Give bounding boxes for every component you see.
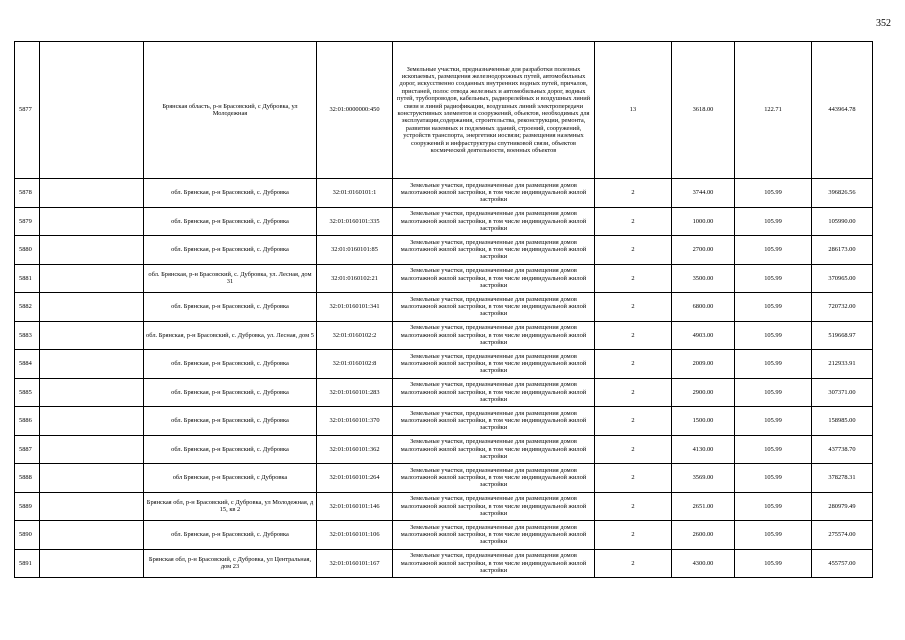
row-number: 5880 (15, 236, 40, 265)
cadastral-value-cell: 437738.70 (812, 435, 873, 464)
area-cell: 4300.00 (672, 549, 735, 578)
table-row (15, 264, 873, 293)
row-number: 5887 (15, 435, 40, 464)
row-number: 5877 (15, 42, 40, 179)
land-use-cell: Земельные участки, предназначенные для размещения домов малоэтажной жилой застройки, в том числе индивидуальной жилой застройки (393, 321, 595, 350)
group-cell: 2 (595, 492, 672, 521)
row-number: 5882 (15, 293, 40, 322)
table-row (15, 521, 873, 550)
blank-cell (40, 464, 144, 493)
row-number: 5879 (15, 207, 40, 236)
row-number: 5890 (15, 521, 40, 550)
cadastral-value-cell: 307371.00 (812, 378, 873, 407)
group-cell: 2 (595, 435, 672, 464)
area-cell: 2700.00 (672, 236, 735, 265)
rate-cell: 105.99 (735, 179, 812, 208)
land-use-cell: Земельные участки, предназначенные для размещения домов малоэтажной жилой застройки, в том числе индивидуальной жилой застройки (393, 492, 595, 521)
land-use-cell: Земельные участки, предназначенные для размещения домов малоэтажной жилой застройки, в том числе индивидуальной жилой застройки (393, 464, 595, 493)
cadastral-value-cell: 370965.00 (812, 264, 873, 293)
address-cell: обл. Брянская, р-н Брасовский, с. Дубровка (144, 179, 317, 208)
table-body (15, 42, 873, 578)
group-cell: 2 (595, 236, 672, 265)
cadastral-number-cell: 32:01:0160101:335 (317, 207, 393, 236)
area-cell: 3744.00 (672, 179, 735, 208)
cadastral-number-cell: 32:01:0160101:1 (317, 179, 393, 208)
table-row (15, 435, 873, 464)
rate-cell: 105.99 (735, 435, 812, 464)
cadastral-value-cell: 396826.56 (812, 179, 873, 208)
address-cell: обл. Брянская, р-н Брасовский, с. Дубровка, ул. Лесная, дом 31 (144, 264, 317, 293)
area-cell: 1000.00 (672, 207, 735, 236)
row-number: 5878 (15, 179, 40, 208)
table-row (15, 549, 873, 578)
rate-cell: 105.99 (735, 350, 812, 379)
area-cell: 6800.00 (672, 293, 735, 322)
address-cell: обл. Брянская, р-н Брасовский, с. Дубровка, ул. Лесная, дом 5 (144, 321, 317, 350)
table-row (15, 407, 873, 436)
group-cell: 2 (595, 378, 672, 407)
cadastral-number-cell: 32:01:0160102:21 (317, 264, 393, 293)
cadastral-value-cell: 105990.00 (812, 207, 873, 236)
land-use-cell: Земельные участки, предназначенные для размещения домов малоэтажной жилой застройки, в том числе индивидуальной жилой застройки (393, 350, 595, 379)
group-cell: 2 (595, 350, 672, 379)
land-use-cell: Земельные участки, предназначенные для размещения домов малоэтажной жилой застройки, в том числе индивидуальной жилой застройки (393, 207, 595, 236)
address-cell: Брянская обл, р-н Брасовский, с Дубровка, ул Центральная, дом 23 (144, 549, 317, 578)
rate-cell: 105.99 (735, 521, 812, 550)
cadastral-number-cell: 32:01:0160102:8 (317, 350, 393, 379)
table-row (15, 492, 873, 521)
cadastral-number-cell: 32:01:0160102:2 (317, 321, 393, 350)
area-cell: 4903.00 (672, 321, 735, 350)
page-number: 352 (876, 18, 891, 29)
land-use-cell: Земельные участки, предназначенные для размещения домов малоэтажной жилой застройки, в том числе индивидуальной жилой застройки (393, 236, 595, 265)
cadastral-number-cell: 32:01:0160101:146 (317, 492, 393, 521)
rate-cell: 105.99 (735, 378, 812, 407)
area-cell: 2600.00 (672, 521, 735, 550)
blank-cell (40, 236, 144, 265)
land-use-cell: Земельные участки, предназначенные для размещения домов малоэтажной жилой застройки, в том числе индивидуальной жилой застройки (393, 293, 595, 322)
row-number: 5888 (15, 464, 40, 493)
area-cell: 2651.00 (672, 492, 735, 521)
cadastral-number-cell: 32:01:0160101:283 (317, 378, 393, 407)
group-cell: 2 (595, 293, 672, 322)
blank-cell (40, 407, 144, 436)
land-use-cell: Земельные участки, предназначенные для размещения домов малоэтажной жилой застройки, в том числе индивидуальной жилой застройки (393, 378, 595, 407)
cadastral-number-cell: 32:01:0160101:167 (317, 549, 393, 578)
cadastral-value-cell: 455757.00 (812, 549, 873, 578)
land-use-cell: Земельные участки, предназначенные для размещения домов малоэтажной жилой застройки, в том числе индивидуальной жилой застройки (393, 407, 595, 436)
rate-cell: 105.99 (735, 407, 812, 436)
table-row (15, 350, 873, 379)
table-row (15, 378, 873, 407)
group-cell: 2 (595, 207, 672, 236)
rate-cell: 105.99 (735, 207, 812, 236)
blank-cell (40, 378, 144, 407)
group-cell: 2 (595, 264, 672, 293)
table-row (15, 236, 873, 265)
row-number: 5883 (15, 321, 40, 350)
cadastral-number-cell: 32:01:0160101:370 (317, 407, 393, 436)
cadastral-number-cell: 32:01:0000000:450 (317, 42, 393, 179)
address-cell: обл. Брянская, р-н Брасовский, с. Дубровка (144, 350, 317, 379)
land-use-cell: Земельные участки, предназначенные для размещения домов малоэтажной жилой застройки, в том числе индивидуальной жилой застройки (393, 549, 595, 578)
address-cell: обл. Брянская, р-н Брасовский, с. Дубровка (144, 236, 317, 265)
group-cell: 2 (595, 321, 672, 350)
table-row (15, 207, 873, 236)
cadastral-number-cell: 32:01:0160101:341 (317, 293, 393, 322)
blank-cell (40, 264, 144, 293)
land-use-cell: Земельные участки, предназначенные для размещения домов малоэтажной жилой застройки, в том числе индивидуальной жилой застройки (393, 179, 595, 208)
area-cell: 2900.00 (672, 378, 735, 407)
blank-cell (40, 521, 144, 550)
table-row (15, 321, 873, 350)
blank-cell (40, 549, 144, 578)
row-number: 5889 (15, 492, 40, 521)
table-row (15, 464, 873, 493)
land-use-cell: Земельные участки, предназначенные для размещения домов малоэтажной жилой застройки, в том числе индивидуальной жилой застройки (393, 521, 595, 550)
blank-cell (40, 293, 144, 322)
cadastral-value-cell: 280979.49 (812, 492, 873, 521)
area-cell: 1500.00 (672, 407, 735, 436)
row-number: 5885 (15, 378, 40, 407)
cadastral-number-cell: 32:01:0160101:85 (317, 236, 393, 265)
blank-cell (40, 207, 144, 236)
group-cell: 2 (595, 521, 672, 550)
address-cell: Брянская обл, р-н Брасовский, с Дубровка, ул Молодежная, д 15, кв 2 (144, 492, 317, 521)
cadastral-value-cell: 443964.78 (812, 42, 873, 179)
address-cell: обл. Брянская, р-н Брасовский, с. Дубровка (144, 435, 317, 464)
group-cell: 2 (595, 464, 672, 493)
row-number: 5891 (15, 549, 40, 578)
land-use-cell: Земельные участки, предназначенные для разработки полезных ископаемых, размещения железнодорожных путей, автомобильных дорог, искусственно созданных внутренних водных путей, причалов, пристаней, полос отвода железных и автомобильных дорог, водных путей, трубопроводов, кабельных, радиорелейных и воздушных линий связи и линий радиофикации, воздушных линий электропередачи конструктивных элементов и сооружений, объектов, необходимых для эксплуатации,содержания, строительства, реконструкции, ремонта, развития наземных и подземных зданий, строений, сооружений, устройств транспорта, энергетики иосвязи; размещения наземных сооружений и инфраструктуры спутниковой связи, объектов космической деятельности, военных объектов (393, 42, 595, 179)
group-cell: 2 (595, 179, 672, 208)
blank-cell (40, 179, 144, 208)
land-use-cell: Земельные участки, предназначенные для размещения домов малоэтажной жилой застройки, в том числе индивидуальной жилой застройки (393, 435, 595, 464)
blank-cell (40, 42, 144, 179)
rate-cell: 105.99 (735, 293, 812, 322)
area-cell: 3618.00 (672, 42, 735, 179)
group-cell: 2 (595, 407, 672, 436)
cadastral-number-cell: 32:01:0160101:362 (317, 435, 393, 464)
cadastral-number-cell: 32:01:0160101:106 (317, 521, 393, 550)
address-cell: обл Брянская, р-н Брасовский, с Дубровка (144, 464, 317, 493)
cadastral-number-cell: 32:01:0160101:264 (317, 464, 393, 493)
rate-cell: 105.99 (735, 236, 812, 265)
rate-cell: 105.99 (735, 264, 812, 293)
cadastral-value-cell: 519668.97 (812, 321, 873, 350)
area-cell: 4130.00 (672, 435, 735, 464)
address-cell: обл. Брянская, р-н Брасовский, с. Дубровка (144, 521, 317, 550)
blank-cell (40, 435, 144, 464)
rate-cell: 105.99 (735, 549, 812, 578)
row-number: 5881 (15, 264, 40, 293)
rate-cell: 122.71 (735, 42, 812, 179)
rate-cell: 105.99 (735, 321, 812, 350)
group-cell: 13 (595, 42, 672, 179)
cadastral-value-cell: 158985.00 (812, 407, 873, 436)
blank-cell (40, 321, 144, 350)
cadastral-value-cell: 212933.91 (812, 350, 873, 379)
cadastral-value-cell: 378278.31 (812, 464, 873, 493)
address-cell: Брянская область, р-н Брасовский, с Дубровка, ул Молодежная (144, 42, 317, 179)
area-cell: 3569.00 (672, 464, 735, 493)
cadastral-value-cell: 275574.00 (812, 521, 873, 550)
row-number: 5886 (15, 407, 40, 436)
address-cell: обл. Брянская, р-н Брасовский, с. Дубровка (144, 293, 317, 322)
cadastral-value-cell: 720732.00 (812, 293, 873, 322)
blank-cell (40, 492, 144, 521)
table-row (15, 42, 873, 179)
area-cell: 2009.00 (672, 350, 735, 379)
row-number: 5884 (15, 350, 40, 379)
blank-cell (40, 350, 144, 379)
land-plots-table (14, 41, 873, 578)
cadastral-value-cell: 286173.00 (812, 236, 873, 265)
rate-cell: 105.99 (735, 492, 812, 521)
address-cell: обл. Брянская, р-н Брасовский, с. Дубровка (144, 407, 317, 436)
table-row (15, 179, 873, 208)
rate-cell: 105.99 (735, 464, 812, 493)
area-cell: 3500.00 (672, 264, 735, 293)
land-use-cell: Земельные участки, предназначенные для размещения домов малоэтажной жилой застройки, в том числе индивидуальной жилой застройки (393, 264, 595, 293)
address-cell: обл. Брянская, р-н Брасовский, с. Дубровка (144, 378, 317, 407)
group-cell: 2 (595, 549, 672, 578)
address-cell: обл. Брянская, р-н Брасовский, с. Дубровка (144, 207, 317, 236)
table-row (15, 293, 873, 322)
